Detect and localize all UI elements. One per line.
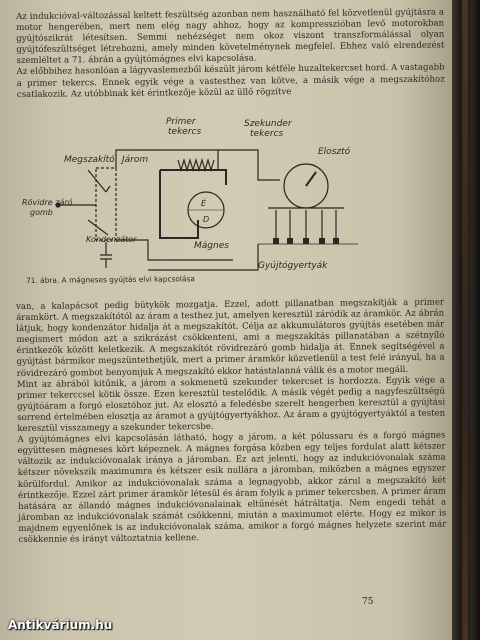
book-spine-strip [462, 0, 468, 640]
label-szekunder: Szekunder [244, 119, 292, 129]
spark-plug-symbols [273, 238, 339, 244]
figure-caption: 71. ábra. A mágneses gyújtás elvi kapcsolása [26, 274, 195, 285]
ignition-circuit-diagram [18, 110, 438, 280]
label-rovidre-1: Rövidre záró [22, 198, 73, 207]
label-magnes: Mágnes [194, 241, 229, 251]
label-primer-tekercs: tekercs [168, 127, 202, 137]
label-jarom: Járom [122, 155, 149, 165]
watermark-logo: Antikvárium.hu [8, 618, 113, 632]
label-magnet-north: É [201, 199, 207, 208]
label-gyujtogyertyak: Gyújtógyertyák [258, 261, 328, 271]
diagram-wiring [56, 150, 358, 270]
label-megszakito: Megszakító [64, 155, 115, 165]
label-rovidre-2: gomb [30, 208, 53, 217]
label-primer: Primer [166, 117, 196, 127]
label-eloszto: Elosztó [318, 147, 351, 157]
label-kondenzator: Kondenzátor [86, 235, 137, 244]
paragraph-top: Az indukcióval-változással keltett feszültség azonban nem használható fel közvetlenül gyújtásra a motor hengerében, mert nem elég nagy ahhoz, hogy az kompresszióban levő motorokban gyújtószikrát létesítsen. Semmi nehézséget nem okoz viszont transzformálással olyan gyújtófeszültséget létrehozni, amely minden követelménynek megfelel. Ehhez való elrendezést szemléltet a 71. ábrán a gyújtómágnes elvi kapcsolása. Az előbbihez hasonlóan a lágyvaslemezből készült járom kétféle huzaltekercset hord. A vastagabb a primer tekercs. Ennek egyik vége a vastesthez van kötve, a másik vége a megszakítóhoz csatlakozik. Az utóbbinak két érintkezője közül az üllő rögzítve [16, 7, 445, 100]
label-szekunder-tekercs: tekercs [250, 129, 284, 139]
paragraph-bottom: van, a kalapácsot pedig bütykök mozgatja. Ezzel, adott pillanatban megszakítják a primer áramkört. A megszakítótól az áram a testhez jut, amelyen keresztül záródik az áramkör. Az ábrán látjuk, hogy kondenzátor hidalja át a megszakítót. Célja az akkumulátoros gyújtás esetében már megismert módon azt a szikrázást csökkenteni, ami a megszakítás pillanatában a szétnyíló érintkezők között keletkezik. A megszakítót rövidrezáró gomb hidalja át. Ennek segítségével a gyújtást bármikor megszüntethetjük, mert a primer áramkör közvetlenül a test felé irányul, ha a rövidrezáró gombot benyomjuk A megszakító ekkor hatástalanná válik és a motor megáll. Mint az ábrából kitűnik, a járom a sokmenetű szekunder tekercset is hordozza. Egyik vége a primer tekerccsel kötik össze. Ezen keresztül testelődik. A másik végét pedig a nagyfeszültségű gyújtóáram a forgó elosztóhoz jut. Az elosztó a feledésbe szerelt hengerben keresztül a gyújtási sorrend értelmében elosztja az áramot a gyújtógyertyákhoz. Az áram a gyújtógyertyáktól a testen keresztül visszamegy a szekunder tekercsbe. A gyújtómágnes elvi kapcsolásán látható, hogy a járom, a két pólussaru és a forgó mágnes együttesen mágneses kört képeznek. A mágnes forgása közben egy teljes fordulat alatt kétszer változik az indukcióvonalak iránya a járomban. Ez azt jelenti, hogy az indukcióvonalak száma kétszer növekszik maximumra és kétszer esik nullára a járomban, miközben a mágnes egyszer körülfordul. Amikor az indukcióvonalak száma a legnagyobb, akkor zárul a megszakító két érintkezője. Ezzel zárt primer áramkör létesül és áram folyik a primer tekercsben. A primer áram hatására az állandó mágnes indukcióvonalainak eltűnését hátráltatja. Nem engedi tehát a járomban az indukcióvonalak számát csökkenni, miután a maximumot elérte. Hogy ez mikor is majdnem egyenlőnek is az indukcióvonalak száma, amikor a forgó mágnes helyzete szerint már csökkennie és irányt változtatnia kellene. [16, 297, 447, 545]
label-magnet-south: D [203, 215, 210, 224]
page-number: 75 [362, 597, 374, 607]
